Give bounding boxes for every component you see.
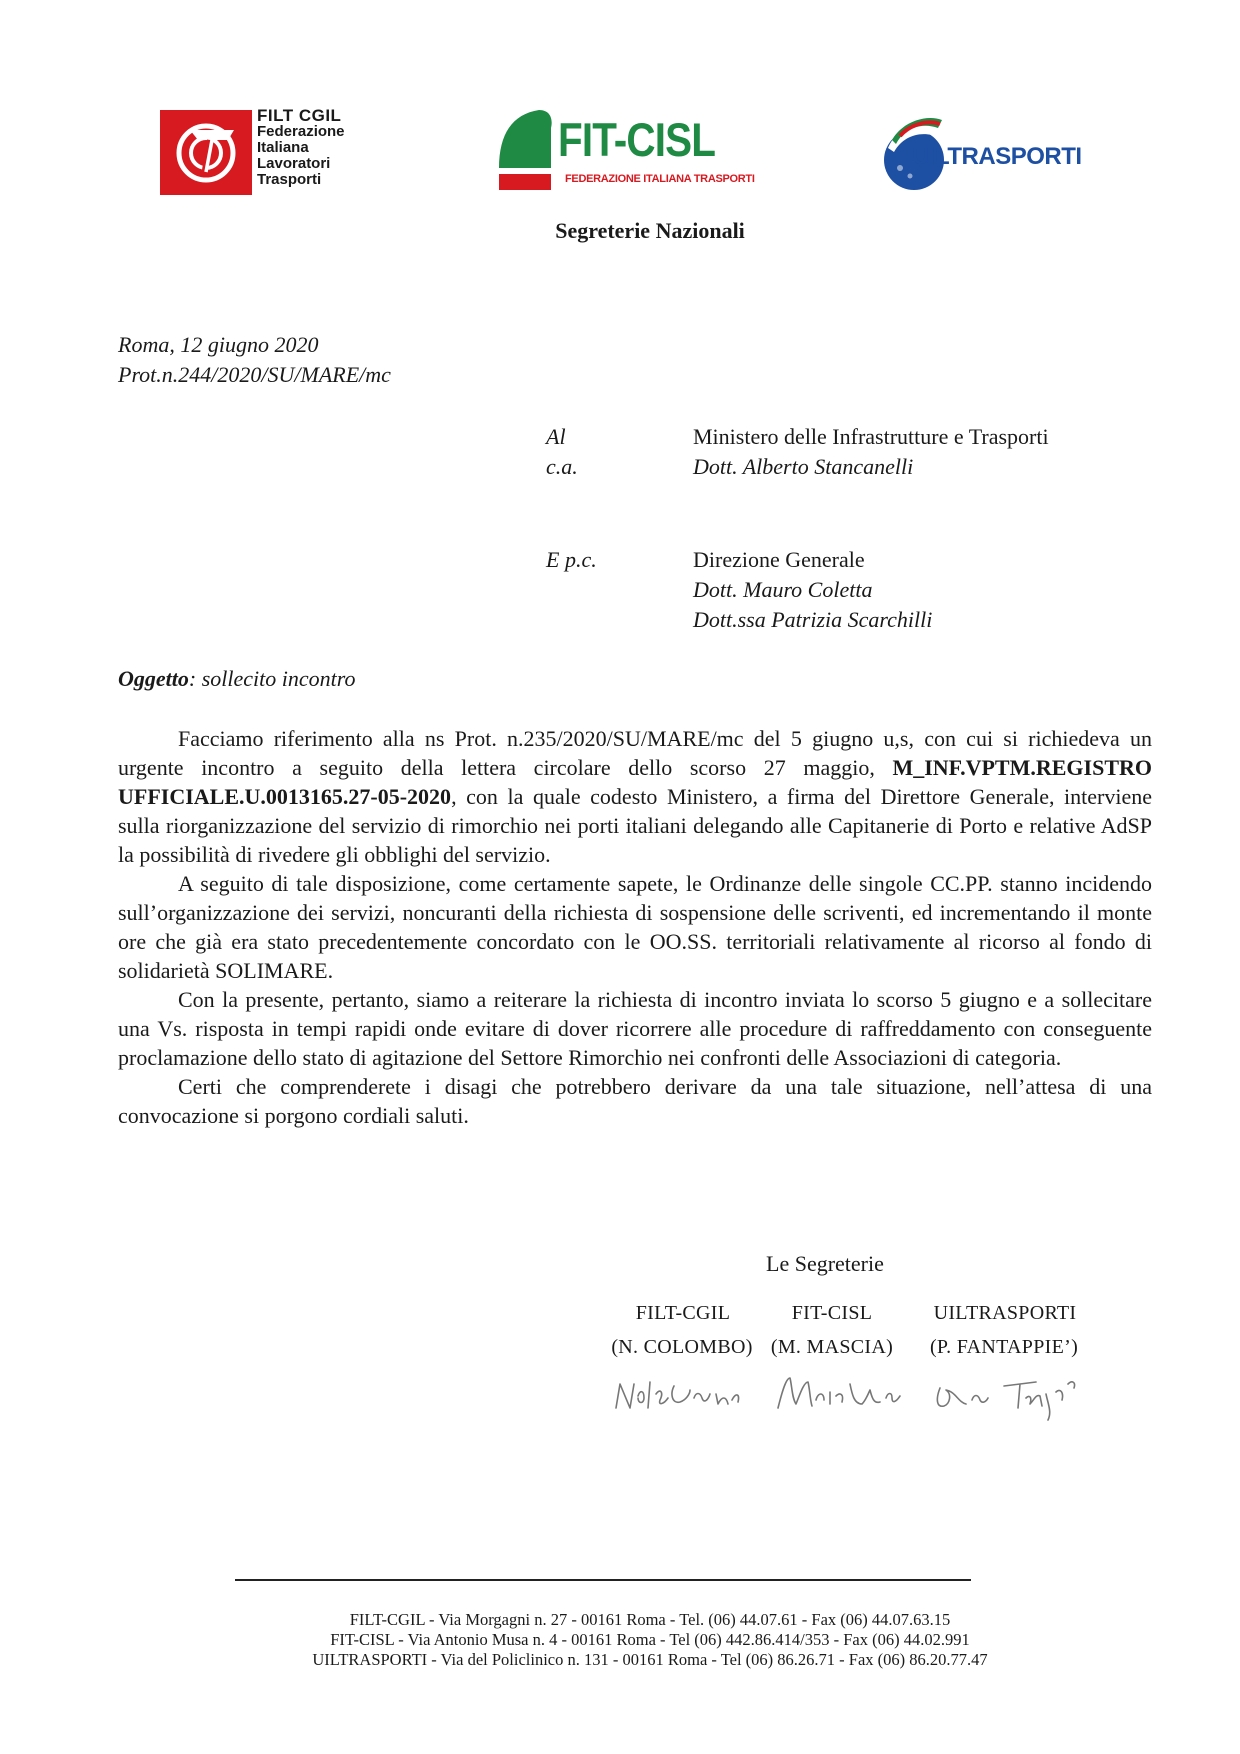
- subject-label: Oggetto: [118, 666, 189, 691]
- filt-cgil-emblem-icon: [160, 110, 252, 195]
- subject-text: : sollecito incontro: [188, 666, 356, 691]
- recipient-ca-name: Dott. Alberto Stancanelli: [693, 454, 914, 479]
- letter-header-title: Segreterie Nazionali: [555, 218, 745, 243]
- place-date: Roma, 12 giugno 2020: [118, 332, 319, 357]
- signer-name: (N. COLOMBO): [611, 1336, 753, 1358]
- signer-name: (P. FANTAPPIE’): [929, 1336, 1079, 1358]
- letter-body: [118, 724, 1152, 1130]
- filt-cgil-line: Federazione: [257, 123, 345, 140]
- body-paragraph: Certi che comprenderete i disagi che potrebbero derivare da una tale situazione, nell’attesa di una convocazione si porgono cordiali saluti.: [118, 1074, 1152, 1128]
- body-paragraph: A seguito di tale disposizione, come certamente sapete, le Ordinanze delle singole CC.PP. stanno incidendo sull’organizzazione dei servizi, noncuranti della richiesta di sospensione delle scriventi, ed incrementando il monte ore che già era stato precedentemente concordato con le OO.SS. territoriali relativamente al ricorso al fondo di solidarietà SOLIMARE.: [118, 871, 1152, 983]
- filt-cgil-wordmark: [257, 108, 345, 188]
- filt-cgil-emblem: [160, 110, 252, 195]
- signer-org: FIT-CISL: [791, 1302, 873, 1324]
- recipient-epc-name: Direzione Generale: [693, 547, 865, 572]
- circular-reference: M_INF.VPTM.REGISTRO UFFICIALE.U.0013165.27-05-2020: [118, 755, 1152, 809]
- filt-cgil-name: FILT CGIL: [257, 106, 342, 125]
- footer-address-line: FILT-CGIL - Via Morgagni n. 27 - 00161 Roma - Tel. (06) 44.07.61 - Fax (06) 44.07.63.15: [349, 1610, 951, 1629]
- body-paragraph: [118, 724, 1152, 869]
- filt-cgil-line: Lavoratori: [257, 155, 331, 172]
- recipient-ministry: Ministero delle Infrastrutture e Trasporti: [693, 424, 1049, 449]
- footer-address-line: FIT-CISL - Via Antonio Musa n. 4 - 00161 Roma - Tel (06) 442.86.414/353 - Fax (06) 44.02.991: [330, 1630, 970, 1649]
- body-paragraph: Con la presente, pertanto, siamo a reiterare la richiesta di incontro inviata lo scorso 5 giugno e a sollecitare una Vs. risposta in tempi rapidi onde evitare di dover ricorrere alle procedure di raffreddamento con conseguente proclamazione dello stato di agitazione del Settore Rimorchio nei confronti delle Associazioni di categoria.: [118, 987, 1152, 1070]
- protocol-number: Prot.n.244/2020/SU/MARE/mc: [118, 362, 391, 387]
- fit-cisl-subtitle: FEDERAZIONE ITALIANA TRASPORTI: [565, 173, 755, 185]
- body-paragraph-1-start: Facciamo riferimento alla ns Prot. n.235/2020/SU/MARE/mc del 5 giugno u,s, con cui si richiedeva un urgente incontro a seguito della lettera circolare dello scorso 27 maggio,: [118, 726, 1152, 780]
- filt-cgil-line: Italiana: [257, 139, 309, 156]
- recipient-epc-label: E p.c.: [546, 547, 597, 572]
- fit-cisl-name: FIT-CISL: [558, 113, 716, 166]
- handwritten-signatures: [600, 1364, 1100, 1424]
- footer-divider: [235, 1579, 971, 1581]
- recipient-epc-name: Dott. Mauro Coletta: [693, 577, 873, 602]
- uiltrasporti-name: UILTRASPORTI: [912, 143, 1082, 170]
- fit-cisl-leaf-icon: [495, 108, 555, 193]
- closing-le-segreterie: Le Segreterie: [766, 1251, 884, 1276]
- subject-line: [118, 664, 356, 694]
- signer-org: FILT-CGIL: [635, 1302, 731, 1324]
- recipient-epc-name: Dott.ssa Patrizia Scarchilli: [693, 607, 933, 632]
- recipient-al-label: Al: [546, 424, 566, 449]
- footer-address-line: UILTRASPORTI - Via del Policlinico n. 131 - 00161 Roma - Tel (06) 86.26.71 - Fax (06) 86.20.77.47: [312, 1650, 988, 1669]
- signer-org: UILTRASPORTI: [933, 1302, 1077, 1324]
- filt-cgil-line: Trasporti: [257, 171, 322, 188]
- body-paragraph-1-end: , con la quale codesto Ministero, a firma del Direttore Generale, interviene sulla riorganizzazione del servizio di rimorchio nei porti italiani delegando alle Capitanerie di Porto e relative AdSP la possibilità di rivedere gli obblighi del servizio.: [118, 784, 1152, 867]
- recipient-ca-label: c.a.: [546, 454, 578, 479]
- signer-name: (M. MASCIA): [770, 1336, 894, 1358]
